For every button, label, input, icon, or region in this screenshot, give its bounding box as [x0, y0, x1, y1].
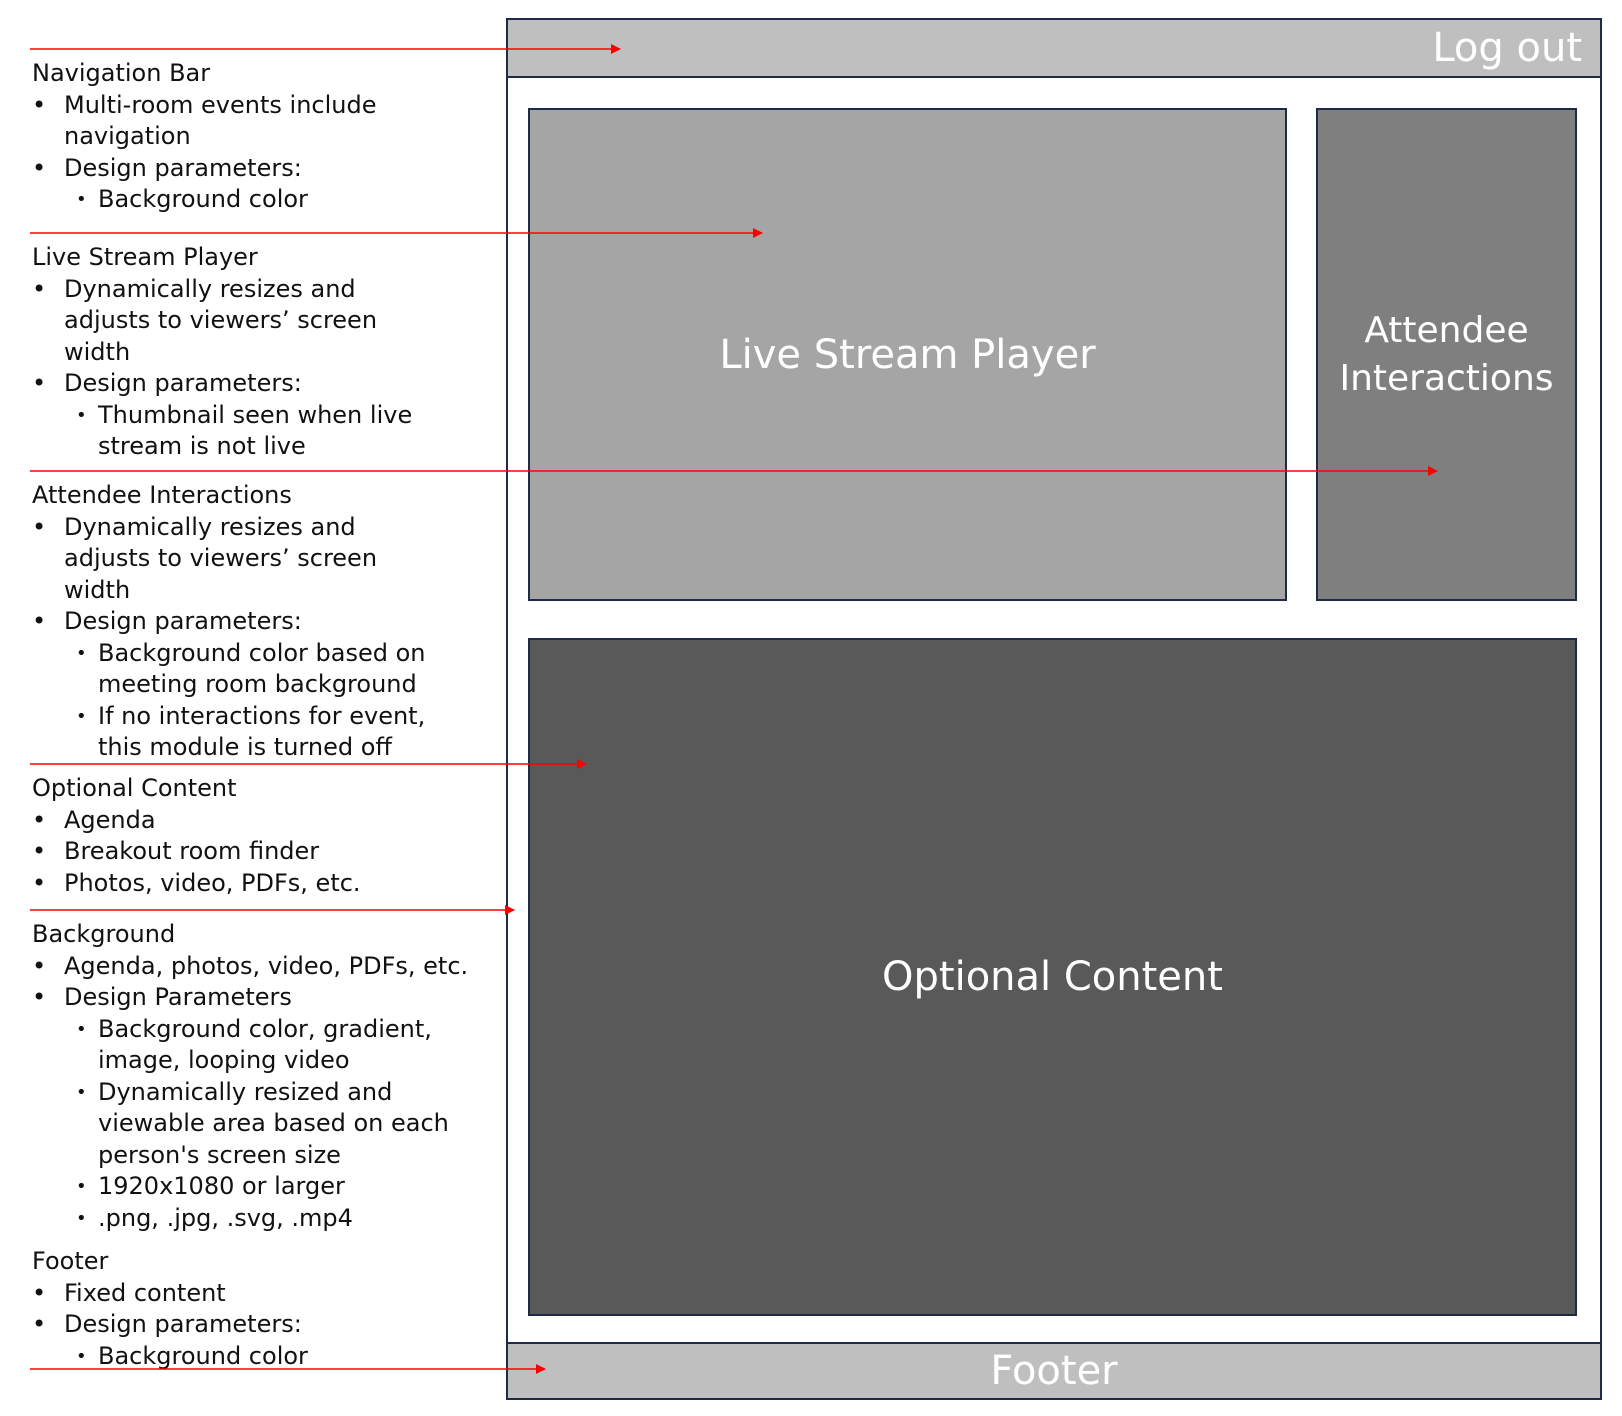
- bullet-dot-icon: •: [32, 868, 47, 897]
- annotation-bullet: [64, 575, 130, 606]
- annotation-bullet: [64, 305, 377, 336]
- bullet-dot-icon: •: [76, 1207, 87, 1229]
- annotation-section-title: Attendee Interactions: [32, 481, 292, 509]
- annotation-bullet-text: person's screen size: [98, 1140, 341, 1169]
- annotation-bullet-text: Background color, gradient,: [98, 1014, 432, 1043]
- bullet-dot-icon: •: [32, 153, 47, 182]
- annotation-bullet-text: Background color: [98, 1341, 308, 1370]
- annotation-section-title: Navigation Bar: [32, 59, 211, 87]
- annotation-bullet-text: Photos, video, PDFs, etc.: [64, 868, 361, 897]
- annotation-bullet: [32, 512, 356, 543]
- annotation-bullet: [76, 1014, 432, 1045]
- bullet-dot-icon: •: [32, 1278, 47, 1307]
- annotation-bullet: [76, 638, 426, 669]
- annotation-bullet-text: width: [64, 337, 131, 366]
- bullet-dot-icon: •: [32, 512, 47, 541]
- annotation-bullet: [98, 669, 417, 700]
- annotation-bullet-text: Agenda: [64, 805, 156, 834]
- annotation-bullet-text: adjusts to viewers’ screen: [64, 544, 378, 572]
- annotation-bullet-text: Dynamically resized and: [98, 1077, 393, 1106]
- attendee-interactions: [1316, 108, 1577, 601]
- bullet-dot-icon: •: [32, 369, 47, 397]
- annotation-bullet-text: .png, .jpg, .svg, .mp4: [98, 1203, 353, 1232]
- logout-label: Log out: [1432, 25, 1582, 71]
- annotation-bullet: [32, 368, 302, 399]
- annotation-bullet: [32, 868, 361, 899]
- annotation-bullet-text: Agenda, photos, video, PDFs, etc.: [64, 951, 469, 980]
- bullet-dot-icon: •: [76, 189, 87, 210]
- annotation-bullet: [32, 1278, 226, 1309]
- annotation-bullet-text: Breakout room finder: [64, 837, 320, 865]
- annotation-bullet: [32, 951, 469, 982]
- bullet-dot-icon: •: [76, 1081, 87, 1103]
- annotation-section-title: Optional Content: [32, 774, 237, 802]
- bullet-dot-icon: •: [32, 607, 47, 635]
- annotation-bullet: [98, 1045, 350, 1076]
- footer-label: Footer: [990, 1348, 1118, 1394]
- optional-content: [528, 638, 1577, 1316]
- annotation-bullet: [32, 606, 302, 637]
- page-layout-mockup: [506, 18, 1602, 1400]
- bullet-dot-icon: •: [76, 642, 87, 664]
- annotation-section-title: Footer: [32, 1247, 109, 1275]
- attendee-interactions-label: [1339, 307, 1553, 403]
- live-stream-player-label: Live Stream Player: [719, 331, 1096, 378]
- annotation-bullet: [98, 1140, 341, 1171]
- annotation-bullet-text: Thumbnail seen when live: [98, 400, 413, 429]
- annotation-bullet: [32, 1309, 302, 1340]
- bullet-dot-icon: •: [76, 705, 87, 727]
- annotation-bullet-text: Design parameters:: [64, 607, 302, 635]
- annotation-bullet-text: image, looping video: [98, 1046, 350, 1074]
- annotation-bullet: [98, 431, 306, 462]
- annotation-bullet: [32, 90, 377, 121]
- annotation-bullet: [76, 1203, 353, 1234]
- annotation-bullet: [32, 274, 356, 305]
- bullet-dot-icon: •: [76, 1018, 87, 1040]
- annotation-section-title: Live Stream Player: [32, 243, 258, 271]
- annotation-bullet-text: viewable area based on each: [98, 1109, 449, 1137]
- annotation-bullet-text: Fixed content: [64, 1278, 226, 1307]
- annotation-bullet-text: If no interactions for event,: [98, 701, 426, 730]
- annotation-bullet: [32, 153, 302, 184]
- annotation-bullet: [32, 836, 320, 867]
- bullet-dot-icon: •: [32, 1310, 47, 1338]
- annotation-bullet-text: Design parameters:: [64, 369, 302, 397]
- annotation-bullet-text: Design parameters:: [64, 153, 302, 182]
- annotation-bullet: [76, 1341, 308, 1372]
- bullet-dot-icon: •: [32, 274, 47, 303]
- bullet-dot-icon: •: [76, 1345, 87, 1367]
- annotation-bullet-text: Background color: [98, 185, 308, 213]
- annotation-bullet: [64, 121, 191, 152]
- annotation-bullet-text: width: [64, 575, 131, 604]
- annotation-bullet: [32, 805, 156, 836]
- annotation-bullet: [98, 1108, 449, 1139]
- annotation-bullet-text: adjusts to viewers’ screen: [64, 306, 378, 334]
- annotation-bullet: [76, 1171, 345, 1202]
- attendee-label-line2: Interactions: [1339, 357, 1554, 399]
- footer: [508, 1342, 1600, 1398]
- annotation-bullet-text: Design parameters:: [64, 1310, 302, 1338]
- annotation-bullet-text: Design Parameters: [64, 983, 292, 1011]
- bullet-dot-icon: •: [76, 404, 87, 426]
- annotation-bullet-text: Multi-room events include: [64, 90, 377, 119]
- annotation-bullet: [32, 982, 292, 1013]
- live-stream-player: [528, 108, 1287, 601]
- bullet-dot-icon: •: [32, 805, 47, 834]
- bullet-dot-icon: •: [32, 951, 47, 980]
- annotation-bullet: [64, 337, 130, 368]
- annotation-bullet-text: this module is turned off: [98, 733, 392, 761]
- optional-content-label: Optional Content: [882, 954, 1223, 1000]
- bullet-dot-icon: •: [76, 1176, 87, 1197]
- annotation-bullet: [64, 543, 377, 574]
- annotation-section-title: Background: [32, 920, 176, 948]
- annotation-bullet-text: navigation: [64, 122, 191, 150]
- bullet-dot-icon: •: [32, 837, 47, 865]
- annotation-bullet: [76, 400, 413, 431]
- navigation-bar: [508, 20, 1600, 78]
- bullet-dot-icon: •: [32, 983, 47, 1011]
- annotation-bullet-text: 1920x1080 or larger: [98, 1172, 345, 1200]
- attendee-label-line1: Attendee: [1364, 309, 1529, 351]
- annotation-bullet-text: meeting room background: [98, 670, 417, 698]
- bullet-dot-icon: •: [32, 90, 47, 119]
- annotation-bullet: [76, 1077, 393, 1108]
- annotation-bullet-text: Dynamically resizes and: [64, 274, 356, 303]
- annotation-bullet-text: Dynamically resizes and: [64, 512, 356, 541]
- annotation-bullet-text: Background color based on: [98, 638, 426, 667]
- annotation-bullet: [76, 701, 426, 732]
- annotation-bullet-text: stream is not live: [98, 432, 306, 460]
- annotation-bullet: [98, 732, 392, 763]
- annotation-bullet: [76, 184, 308, 215]
